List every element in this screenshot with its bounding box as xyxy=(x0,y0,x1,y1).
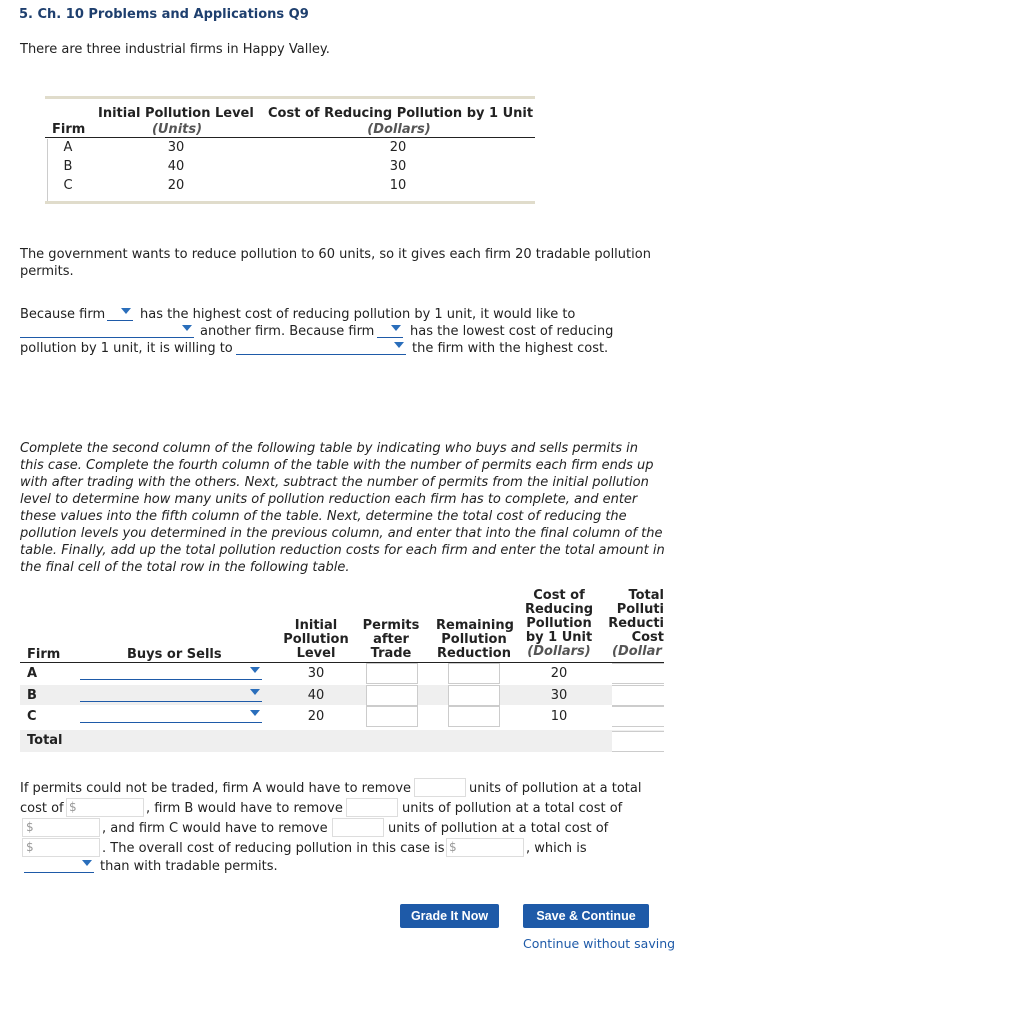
fill2-line3b: units of pollution at a total cost of xyxy=(388,821,609,836)
t2-header-remaining xyxy=(436,619,512,661)
table-instructions: Complete the second column of the following table by indicating who buys and sells permits in this case. Complete the fourth column of the table with the number of permits each firm ends up with after trading with the others. Next, subtract the number of permits from the initial pollution level to determine how many units of pollution reduction each firm has to complete, and enter these values into the fifth column of the table. Next, determine the total cost of reducing the pollution levels you determined in the previous column, and enter that into the final column of the table. Finally, add up the total pollution reduction costs for each firm and enter the total amount in the final cell of the total row in the following table. xyxy=(20,441,665,575)
t1-left-border xyxy=(47,139,48,201)
t2-header-line xyxy=(20,662,664,663)
chevron-down-icon xyxy=(250,667,260,673)
action-lowest-dropdown[interactable] xyxy=(236,340,406,355)
remaining-a-input[interactable] xyxy=(448,663,500,684)
t1-cost-c: 10 xyxy=(389,178,407,193)
remaining-c-input[interactable] xyxy=(448,706,500,727)
overall-cost-input[interactable] xyxy=(446,838,524,857)
dollar-sign: $ xyxy=(449,840,457,854)
t1-header-cost-units: (Dollars) xyxy=(367,122,431,137)
t2-initial-a: 30 xyxy=(307,666,325,681)
fill1-because-firm: Because firm xyxy=(20,307,106,322)
fill1-has-lowest: has the lowest cost of reducing xyxy=(410,324,614,339)
t2-header-initial-3: Level xyxy=(296,646,336,661)
continue-without-saving-link[interactable]: Continue without saving xyxy=(523,936,676,951)
t2-header-buys: Buys or Sells xyxy=(127,647,222,662)
t2-firm-b: B xyxy=(27,688,37,703)
fill2-line1b: units of pollution at a total xyxy=(469,781,642,796)
t1-cost-b: 30 xyxy=(389,159,407,174)
total-cost-sum-input[interactable] xyxy=(612,731,664,752)
fill2-line1a: If permits could not be traded, firm A would have to remove xyxy=(20,781,412,796)
t2-header-permits-3: Trade xyxy=(370,646,412,661)
fill2-line2b: , firm B would have to remove xyxy=(146,801,343,816)
buys-sells-b-dropdown[interactable] xyxy=(80,687,262,702)
question-title: 5. Ch. 10 Problems and Applications Q9 xyxy=(19,7,309,22)
total-cost-c-input[interactable] xyxy=(612,706,664,727)
t2-header-permits xyxy=(362,619,420,661)
fill1-has-highest: has the highest cost of reducing pollution by 1 unit, it would like to xyxy=(140,307,576,322)
t2-firm-c: C xyxy=(27,709,37,724)
firm-a-cost-input[interactable] xyxy=(66,798,144,817)
dollar-sign: $ xyxy=(69,800,77,814)
fill2-line4b: , which is xyxy=(526,841,587,856)
t2-header-permits-2: after xyxy=(373,632,409,647)
t1-header-line xyxy=(45,137,535,138)
fill2-line4a: . The overall cost of reducing pollution in this case is xyxy=(102,841,445,856)
chevron-down-icon xyxy=(182,325,192,331)
total-cost-a-input[interactable] xyxy=(612,663,664,684)
t2-header-initial-2: Pollution xyxy=(283,632,349,647)
action-highest-dropdown[interactable] xyxy=(20,323,194,338)
t1-header-firm: Firm xyxy=(52,122,86,137)
permits-after-c-input[interactable] xyxy=(366,706,418,727)
t2-total-row-bg xyxy=(20,730,664,752)
dollar-sign: $ xyxy=(26,820,34,834)
t2-header-initial-1: Initial xyxy=(294,618,338,633)
firm-c-units-input[interactable] xyxy=(332,818,384,837)
firm-c-cost-input[interactable] xyxy=(22,838,100,857)
t2-cost-c: 10 xyxy=(550,709,568,724)
firm-b-units-input[interactable] xyxy=(346,798,398,817)
t2-cost-b: 30 xyxy=(550,688,568,703)
more-less-dropdown[interactable] xyxy=(24,858,94,873)
save-continue-button[interactable]: Save & Continue xyxy=(523,904,649,928)
t2-header-firm: Firm xyxy=(27,647,61,662)
permits-text-line2: permits. xyxy=(20,264,74,279)
t2-cost-a: 20 xyxy=(550,666,568,681)
t2-total-label: Total xyxy=(27,733,63,748)
chevron-down-icon xyxy=(82,860,92,866)
chevron-down-icon xyxy=(121,308,131,314)
t1-initial-a: 30 xyxy=(167,140,185,155)
buys-sells-c-dropdown[interactable] xyxy=(80,708,262,723)
t2-header-remaining-2: Pollution xyxy=(441,632,507,647)
table1-top-border xyxy=(45,96,535,99)
t1-header-cost: Cost of Reducing Pollution by 1 Unit xyxy=(268,106,534,121)
fill2-line5: than with tradable permits. xyxy=(100,859,278,874)
fill2-line2a: cost of xyxy=(20,801,64,816)
t2-header-total-1: Total xyxy=(628,589,664,603)
chevron-down-icon xyxy=(250,689,260,695)
fill1-the-firm: the firm with the highest cost. xyxy=(412,341,609,356)
t2-header-cost xyxy=(524,589,594,659)
t2-initial-b: 40 xyxy=(307,688,325,703)
t2-header-cost-units: (Dollars) xyxy=(527,644,591,659)
t1-cost-a: 20 xyxy=(389,140,407,155)
t2-header-total xyxy=(606,589,664,659)
t2-header-cost-2: Reducing xyxy=(524,602,594,617)
t2-header-total-3: Reducti xyxy=(608,616,664,631)
permits-text-line1: The government wants to reduce pollution to 60 units, so it gives each firm 20 tradable pollution xyxy=(20,247,651,262)
firm-highest-dropdown[interactable] xyxy=(107,306,133,321)
grade-it-now-button[interactable]: Grade It Now xyxy=(400,904,499,928)
t2-header-total-4: Cost xyxy=(631,630,664,645)
t2-header-remaining-3: Reduction xyxy=(437,646,511,661)
firm-b-cost-input[interactable] xyxy=(22,818,100,837)
t1-header-initial: Initial Pollution Level xyxy=(98,106,254,121)
t1-initial-c: 20 xyxy=(167,178,185,193)
fill1-pollution-by: pollution by 1 unit, it is willing to xyxy=(20,341,233,356)
t2-header-total-units: (Dollar xyxy=(612,644,662,659)
buys-sells-a-dropdown[interactable] xyxy=(80,665,262,680)
fill2-line3a: , and firm C would have to remove xyxy=(102,821,328,836)
chevron-down-icon xyxy=(394,342,404,348)
permits-after-a-input[interactable] xyxy=(366,663,418,684)
t1-initial-b: 40 xyxy=(167,159,185,174)
t2-header-cost-3: Pollution xyxy=(526,616,592,631)
t1-firm-c: C xyxy=(63,178,73,193)
t1-header-initial-units: (Units) xyxy=(151,122,203,137)
fill2-line2c: units of pollution at a total cost of xyxy=(402,801,623,816)
t2-firm-a: A xyxy=(27,666,38,681)
dollar-sign: $ xyxy=(26,840,34,854)
t2-header-permits-1: Permits xyxy=(362,618,420,633)
t1-firm-b: B xyxy=(63,159,73,174)
chevron-down-icon xyxy=(391,325,401,331)
t2-header-initial xyxy=(280,619,352,661)
t2-header-cost-4: by 1 Unit xyxy=(525,630,593,645)
t2-header-remaining-1: Remaining xyxy=(436,618,514,633)
fill1-another-firm: another firm. Because firm xyxy=(200,324,375,339)
intro-text: There are three industrial firms in Happy Valley. xyxy=(20,42,330,57)
chevron-down-icon xyxy=(250,710,260,716)
firm-a-units-input[interactable] xyxy=(414,778,466,797)
remaining-b-input[interactable] xyxy=(448,685,500,706)
permits-after-b-input[interactable] xyxy=(366,685,418,706)
total-cost-b-input[interactable] xyxy=(612,685,664,706)
t1-firm-a: A xyxy=(63,140,73,155)
firm-lowest-dropdown[interactable] xyxy=(377,323,403,338)
t2-initial-c: 20 xyxy=(307,709,325,724)
table1-bottom-border xyxy=(45,201,535,204)
t2-header-total-2: Polluti xyxy=(616,602,664,617)
t2-header-cost-1: Cost of xyxy=(533,588,585,603)
